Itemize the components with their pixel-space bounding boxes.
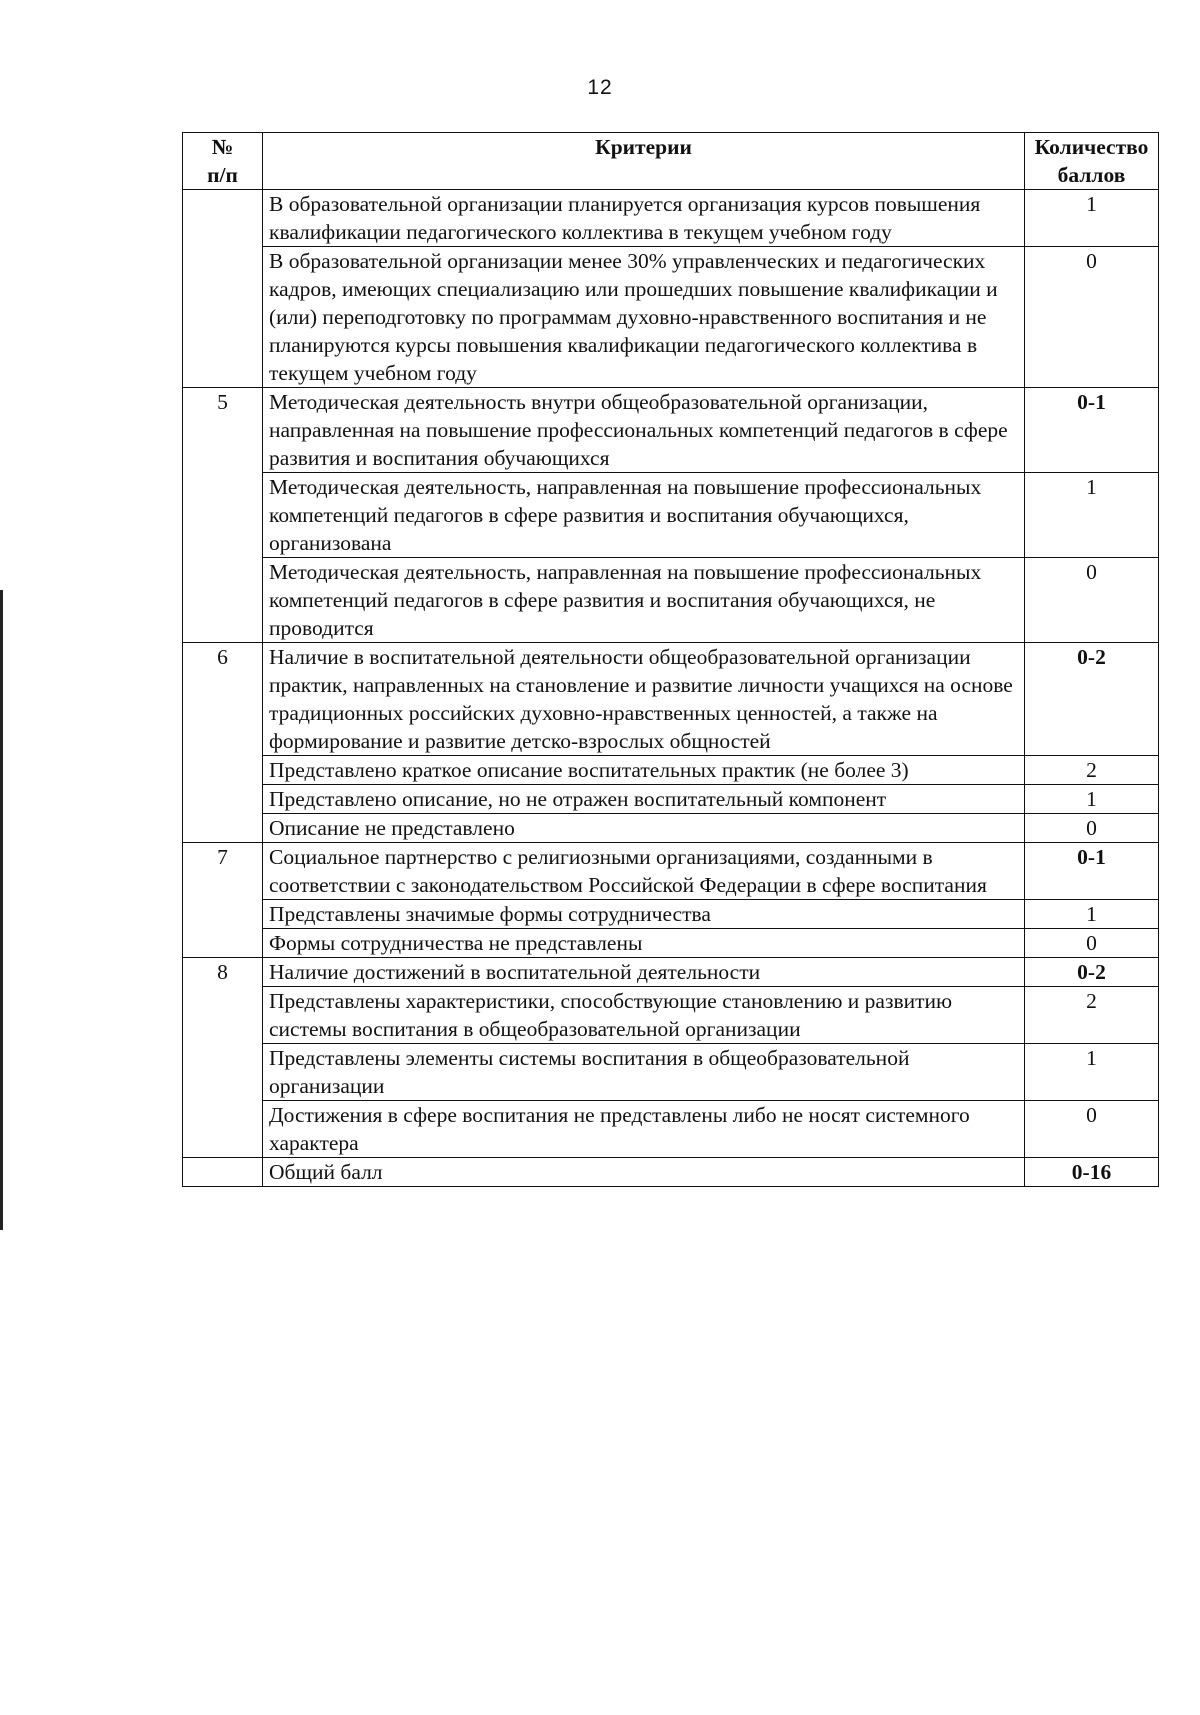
score-cell: 1 bbox=[1025, 900, 1159, 929]
criteria-cell: Описание не представлено bbox=[263, 814, 1025, 843]
score-cell: 0-2 bbox=[1025, 643, 1159, 756]
header-number bbox=[183, 133, 263, 190]
table-row bbox=[183, 929, 1159, 958]
table-row bbox=[183, 814, 1159, 843]
criteria-cell: Наличие достижений в воспитательной деятельности bbox=[263, 958, 1025, 987]
table-row bbox=[183, 785, 1159, 814]
table-body bbox=[183, 190, 1159, 1187]
table-row bbox=[183, 843, 1159, 900]
row-number-cell: 8 bbox=[183, 958, 263, 1158]
scan-edge-mark bbox=[0, 590, 3, 1230]
score-cell: 0 bbox=[1025, 929, 1159, 958]
table-row bbox=[183, 958, 1159, 987]
score-cell: 1 bbox=[1025, 1044, 1159, 1101]
total-score-cell: 0-16 bbox=[1025, 1158, 1159, 1187]
table-row bbox=[183, 247, 1159, 388]
row-number-cell: 5 bbox=[183, 388, 263, 643]
criteria-cell: Представлено краткое описание воспитательных практик (не более 3) bbox=[263, 756, 1025, 785]
table-row bbox=[183, 900, 1159, 929]
criteria-cell: Представлены значимые формы сотрудничества bbox=[263, 900, 1025, 929]
table-row bbox=[183, 190, 1159, 247]
criteria-cell: Наличие в воспитательной деятельности общеобразовательной организации практик, направленных на становление и развитие личности учащихся на основе традиционных российских духовно-нравственных ценностей, а также на формирование и развитие детско-взрослых общностей bbox=[263, 643, 1025, 756]
table-row bbox=[183, 558, 1159, 643]
page-number: 12 bbox=[587, 76, 613, 99]
score-cell: 1 bbox=[1025, 190, 1159, 247]
row-number-cell bbox=[183, 1158, 263, 1187]
row-number-cell: 7 bbox=[183, 843, 263, 958]
total-label-cell: Общий балл bbox=[263, 1158, 1025, 1187]
header-score bbox=[1025, 133, 1159, 190]
criteria-cell: Социальное партнерство с религиозными организациями, созданными в соответствии с законодательством Российской Федерации в сфере воспитания bbox=[263, 843, 1025, 900]
score-cell: 1 bbox=[1025, 785, 1159, 814]
table-row bbox=[183, 756, 1159, 785]
total-row bbox=[183, 1158, 1159, 1187]
score-cell: 2 bbox=[1025, 756, 1159, 785]
criteria-cell: Представлено описание, но не отражен воспитательный компонент bbox=[263, 785, 1025, 814]
criteria-cell: В образовательной организации планируется организация курсов повышения квалификации педагогического коллектива в текущем учебном году bbox=[263, 190, 1025, 247]
criteria-cell: Формы сотрудничества не представлены bbox=[263, 929, 1025, 958]
score-cell: 0-1 bbox=[1025, 388, 1159, 473]
criteria-table bbox=[182, 132, 1159, 1187]
criteria-cell: Представлены элементы системы воспитания в общеобразовательной организации bbox=[263, 1044, 1025, 1101]
criteria-cell: Методическая деятельность внутри общеобразовательной организации, направленная на повышение профессиональных компетенций педагогов в сфере развития и воспитания обучающихся bbox=[263, 388, 1025, 473]
criteria-cell: Методическая деятельность, направленная на повышение профессиональных компетенций педагогов в сфере развития и воспитания обучающихся, не проводится bbox=[263, 558, 1025, 643]
score-cell: 0 bbox=[1025, 1101, 1159, 1158]
criteria-cell: Достижения в сфере воспитания не представлены либо не носят системного характера bbox=[263, 1101, 1025, 1158]
row-number-cell bbox=[183, 190, 263, 388]
criteria-cell: Методическая деятельность, направленная на повышение профессиональных компетенций педагогов в сфере развития и воспитания обучающихся, организована bbox=[263, 473, 1025, 558]
score-cell: 0 bbox=[1025, 247, 1159, 388]
header-number-label: № п/п bbox=[207, 135, 238, 187]
criteria-cell: В образовательной организации менее 30% управленческих и педагогических кадров, имеющих специализацию или прошедших повышение квалификации и (или) переподготовку по программам духовно-нравственного воспитания и не планируются курсы повышения квалификации педагогического коллектива в текущем учебном году bbox=[263, 247, 1025, 388]
header-score-label: Количество баллов bbox=[1034, 135, 1149, 187]
table-header-row bbox=[183, 133, 1159, 190]
table-row bbox=[183, 473, 1159, 558]
table-row bbox=[183, 987, 1159, 1044]
table-row bbox=[183, 388, 1159, 473]
table-row bbox=[183, 643, 1159, 756]
header-criteria-label: Критерии bbox=[595, 135, 692, 159]
score-cell: 1 bbox=[1025, 473, 1159, 558]
header-criteria bbox=[263, 133, 1025, 190]
score-cell: 0 bbox=[1025, 814, 1159, 843]
criteria-cell: Представлены характеристики, способствующие становлению и развитию системы воспитания в общеобразовательной организации bbox=[263, 987, 1025, 1044]
score-cell: 0-1 bbox=[1025, 843, 1159, 900]
score-cell: 2 bbox=[1025, 987, 1159, 1044]
table-row bbox=[183, 1044, 1159, 1101]
score-cell: 0 bbox=[1025, 558, 1159, 643]
score-cell: 0-2 bbox=[1025, 958, 1159, 987]
row-number-cell: 6 bbox=[183, 643, 263, 843]
table-row bbox=[183, 1101, 1159, 1158]
